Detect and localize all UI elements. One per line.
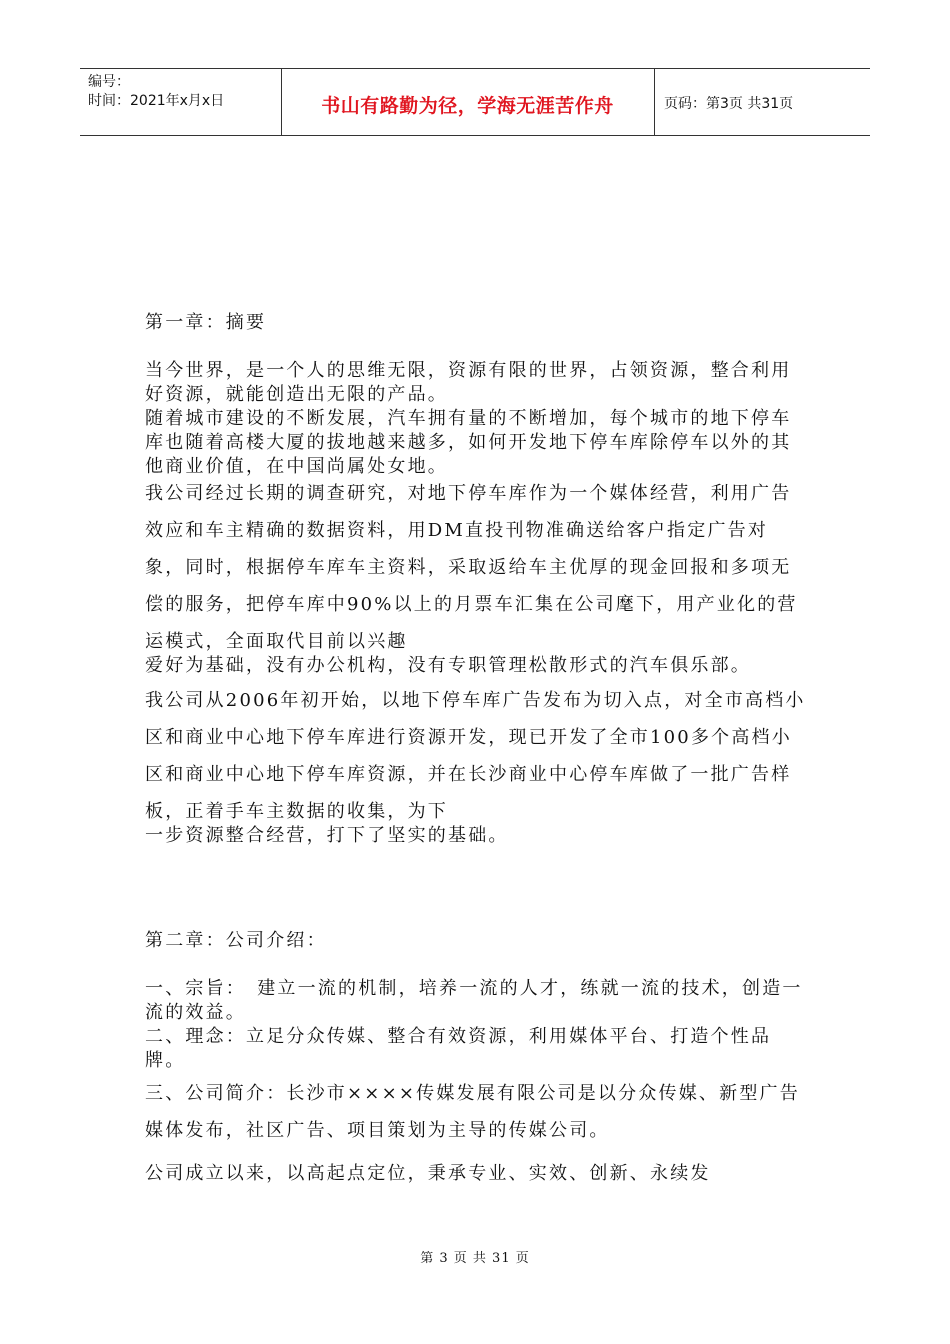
paragraph: 爱好为基础，没有办公机构，没有专职管理松散形式的汽车俱乐部。 xyxy=(145,655,751,676)
paragraph: 三、公司简介：长沙市××××传媒发展有限公司是以分众传媒、新型广告媒体发布，社区广告、项目策划为主导的传媒公司。 xyxy=(145,1083,800,1141)
header-motto: 书山有路勤为径，学海无涯苦作舟 xyxy=(321,95,614,117)
page-footer: 第 3 页 共 31 页 xyxy=(420,1251,530,1266)
header-meta xyxy=(88,73,224,111)
page-header xyxy=(80,68,870,136)
chapter-2-title: 第二章：公司介绍： xyxy=(145,930,327,951)
paragraph: 当今世界，是一个人的思维无限，资源有限的世界，占领资源，整合利用好资源，就能创造出无限的产品。 xyxy=(145,360,792,405)
paragraph: 我公司从2006年初开始，以地下停车库广告发布为切入点，对全市高档小区和商业中心地下停车库进行资源开发，现已开发了全市100多个高档小区和商业中心地下停车库资源，并在长沙商业中心停车库做了一批广告样板，正着手车主数据的收集，为下 xyxy=(145,690,806,822)
number-label: 编号： xyxy=(88,74,130,90)
document-body xyxy=(145,308,807,1192)
time-label: 时间：2021年x月x日 xyxy=(88,93,225,109)
chapter-1-title: 第一章：摘要 xyxy=(145,312,267,333)
paragraph: 公司成立以来，以高起点定位，秉承专业、实效、创新、永续发 xyxy=(145,1163,711,1184)
header-divider xyxy=(654,69,655,135)
paragraph: 一步资源整合经营，打下了坚实的基础。 xyxy=(145,825,509,846)
paragraph: 一、宗旨： 建立一流的机制，培养一流的人才，练就一流的技术，创造一流的效益。 xyxy=(145,978,803,1023)
paragraph: 我公司经过长期的调查研究，对地下停车库作为一个媒体经营，利用广告效应和车主精确的数据资料，用DM直投刊物准确送给客户指定广告对象，同时，根据停车库车主资料，采取返给车主优厚的现金回报和多项无偿的服务，把停车库中90%以上的月票车汇集在公司麾下，用产业化的营运模式，全面取代目前以兴趣 xyxy=(145,483,798,652)
paragraph: 随着城市建设的不断发展，汽车拥有量的不断增加，每个城市的地下停车库也随着高楼大厦的拔地越来越多，如何开发地下停车库除停车以外的其他商业价值，在中国尚属处女地。 xyxy=(145,408,792,477)
paragraph: 二、理念：立足分众传媒、整合有效资源，利用媒体平台、打造个性品牌。 xyxy=(145,1026,772,1071)
header-page-info: 页码：第3页 共31页 xyxy=(664,96,794,112)
